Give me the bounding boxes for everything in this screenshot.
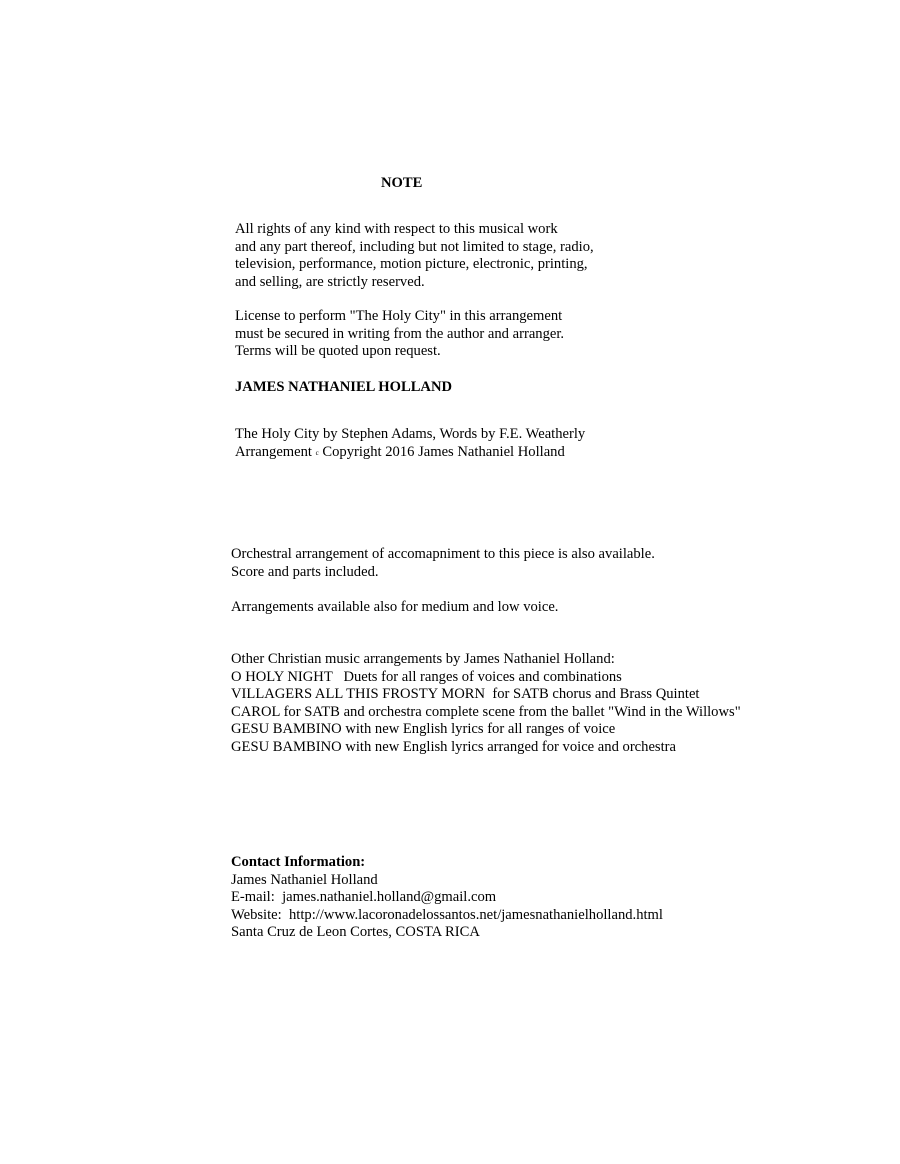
contact-website-line xyxy=(231,907,663,925)
contact-name: James Nathaniel Holland xyxy=(231,871,378,888)
other-arrangements xyxy=(231,651,741,757)
contact-heading: Contact Information: xyxy=(231,854,366,870)
website-link[interactable]: http://www.lacoronadelossantos.net/jamesnathanielholland.html xyxy=(289,906,663,923)
arrangement-item: O HOLY NIGHT Duets for all ranges of voices and combinations xyxy=(231,668,622,685)
rights-line: television, performance, motion picture, electronic, printing, xyxy=(235,256,588,273)
rights-line: and selling, are strictly reserved. xyxy=(235,273,425,290)
note-heading: NOTE xyxy=(381,175,423,191)
orchestral-availability xyxy=(231,546,655,581)
arrangement-item: GESU BAMBINO with new English lyrics for all ranges of voice xyxy=(231,721,616,738)
credit-block xyxy=(235,426,585,462)
copyright-line xyxy=(235,444,585,463)
rights-line: and any part thereof, including but not limited to stage, radio, xyxy=(235,238,594,255)
email-link[interactable]: james.nathaniel.holland@gmail.com xyxy=(282,889,497,906)
license-line: must be secured in writing from the author and arranger. xyxy=(235,325,565,342)
voice-availability: Arrangements available also for medium and low voice. xyxy=(231,599,559,615)
license-line: Terms will be quoted upon request. xyxy=(235,343,441,360)
email-label: E-mail: xyxy=(231,889,283,906)
copyright-suffix: Copyright 2016 James Nathaniel Holland xyxy=(318,443,565,460)
orchestral-line: Orchestral arrangement of accomapniment to this piece is also available. xyxy=(231,546,655,562)
arrangement-item: VILLAGERS ALL THIS FROSTY MORN for SATB chorus and Brass Quintet xyxy=(231,686,700,703)
contact-email-line xyxy=(231,889,663,907)
contact-location: Santa Cruz de Leon Cortes, COSTA RICA xyxy=(231,924,480,941)
orchestral-line: Score and parts included. xyxy=(231,563,379,580)
arrangement-item: CAROL for SATB and orchestra complete scene from the ballet "Wind in the Willows" xyxy=(231,703,741,720)
website-label: Website: xyxy=(231,906,289,923)
rights-line: All rights of any kind with respect to this musical work xyxy=(235,221,558,237)
contact-info xyxy=(231,854,663,942)
license-line: License to perform "The Holy City" in this arrangement xyxy=(235,308,563,324)
credit-line: The Holy City by Stephen Adams, Words by F.E. Weatherly xyxy=(235,426,586,442)
license-paragraph xyxy=(235,308,564,361)
copyright-symbol: c xyxy=(315,448,319,457)
other-arrangements-intro: Other Christian music arrangements by James Nathaniel Holland: xyxy=(231,651,615,667)
author-name: JAMES NATHANIEL HOLLAND xyxy=(235,379,453,395)
rights-paragraph xyxy=(235,221,594,291)
arrangement-item: GESU BAMBINO with new English lyrics arranged for voice and orchestra xyxy=(231,738,677,755)
copyright-prefix: Arrangement xyxy=(235,443,316,460)
